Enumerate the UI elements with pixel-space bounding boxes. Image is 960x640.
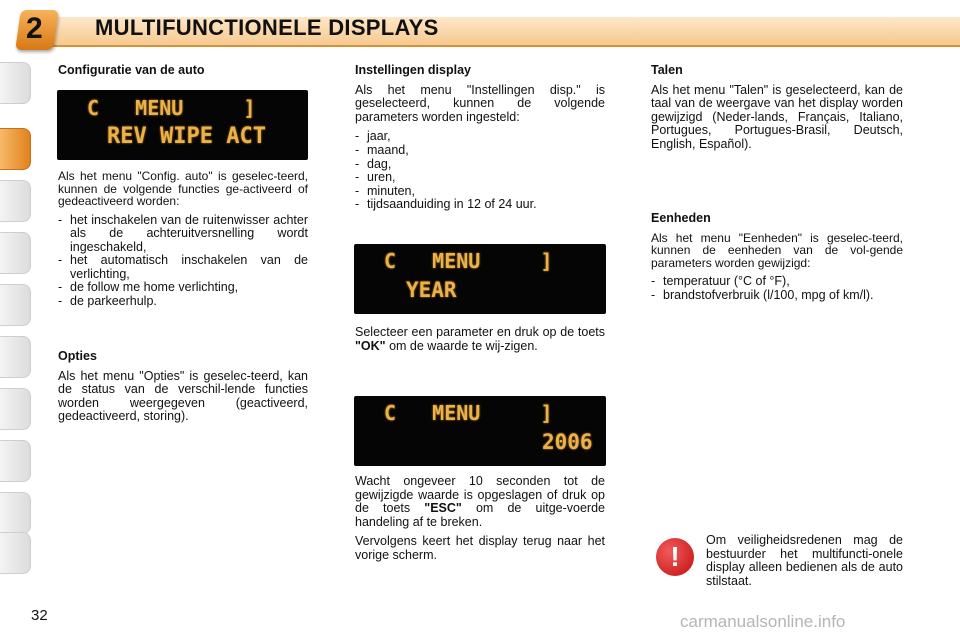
column-talen — [651, 64, 903, 158]
lcd-2006 — [354, 396, 606, 466]
chapter-tab-8[interactable] — [0, 440, 31, 482]
list-item: - uren, — [355, 171, 605, 185]
chapter-tab-3[interactable] — [0, 180, 31, 222]
list-item: - jaar, — [355, 130, 605, 144]
chapter-tabs — [0, 62, 32, 572]
chapter-tab-2[interactable] — [0, 128, 31, 170]
select-instruction — [355, 326, 605, 359]
chapter-tab-9[interactable] — [0, 492, 31, 534]
instellingen-list — [355, 130, 605, 212]
lcd-line-2: YEAR — [406, 278, 457, 302]
config-list — [58, 214, 308, 309]
page-header — [0, 0, 960, 48]
chapter-tab-5[interactable] — [0, 284, 31, 326]
chapter-tab-6[interactable] — [0, 336, 31, 378]
wait-text: Wacht ongeveer 10 seconden tot de gewijzigde waarde is opgeslagen of druk op de toets "ESC" om de uitge-voerde handeling af te breken. — [355, 474, 605, 529]
eenheden-section — [651, 212, 903, 308]
chapter-tab-7[interactable] — [0, 388, 31, 430]
chapter-tab-1[interactable] — [0, 62, 31, 104]
eenheden-text: Als het menu "Eenheden" is geselec-teerd, kunnen de eenheden van de vol-gende parameters worden gewijzigd: — [651, 230, 903, 270]
warning-note — [706, 534, 903, 594]
watermark: carmanualsonline.info — [680, 612, 846, 631]
lcd-line-1: C MENU ] — [87, 96, 256, 120]
column-instellingen — [355, 64, 605, 218]
lcd-line-2: REV WIPE ACT — [107, 124, 266, 149]
ok-key: "OK" — [355, 338, 386, 353]
chapter-number: 2 — [26, 12, 43, 45]
lcd-year — [354, 244, 606, 314]
list-item: - het automatisch inschakelen van de verlichting, — [58, 254, 308, 281]
heading-opties: Opties — [58, 349, 97, 363]
list-item: - de follow me home verlichting, — [58, 281, 308, 295]
lcd-config-menu — [57, 90, 308, 160]
list-item: - de parkeerhulp. — [58, 295, 308, 309]
eenheden-list — [651, 275, 903, 302]
list-item: - temperatuur (°C of °F), — [651, 275, 903, 289]
opties-section — [58, 350, 308, 430]
chapter-tab-10[interactable] — [0, 532, 31, 574]
esc-key: "ESC" — [424, 501, 462, 516]
list-item: - tijdsaanduiding in 12 of 24 uur. — [355, 198, 605, 212]
warning-text: Om veiligheidsredenen mag de bestuurder het multifuncti-onele display alleen bedienen als de auto stilstaat. — [706, 533, 903, 588]
lcd-line-2: 2006 — [542, 430, 593, 454]
instellingen-intro: Als het menu "Instellingen disp." is geselecteerd, kunnen de volgende parameters worden ingesteld: — [355, 82, 605, 124]
list-item: - minuten, — [355, 185, 605, 199]
heading-talen: Talen — [651, 63, 683, 77]
lcd-line-1: C MENU ] — [384, 401, 553, 425]
config-intro: Als het menu "Config. auto" is geselec-teerd, kunnen de volgende functies ge-activeerd of gedeactiveerd worden: — [58, 169, 308, 208]
wait-instruction — [355, 475, 605, 569]
talen-text: Als het menu "Talen" is geselecteerd, kan de taal van de weergave van het display worden gewijzigd (Neder-lands, Français, Italiano, Portugues, Portugues-Brasil, Deutsch, English, Español). — [651, 82, 903, 151]
heading-instellingen: Instellingen display — [355, 63, 471, 77]
list-item: - brandstofverbruik (l/100, mpg of km/l). — [651, 289, 903, 303]
heading-config: Configuratie van de auto — [58, 63, 205, 77]
page-number: 32 — [31, 607, 48, 624]
chapter-tab-4[interactable] — [0, 232, 31, 274]
heading-eenheden: Eenheden — [651, 211, 711, 225]
column-config — [58, 64, 308, 84]
list-item: - het inschakelen van de ruitenwisser achter als de achteruitversnelling wordt ingeschakeld, — [58, 214, 308, 255]
opties-text: Als het menu "Opties" is geselec-teerd, kan de status van de verschil-lende functies worden weergegeven (geactiveerd, gedeactiveerd, storing). — [58, 368, 308, 424]
config-body — [58, 170, 308, 315]
page-title: MULTIFUNCTIONELE DISPLAYS — [95, 15, 439, 40]
select-text: Selecteer een parameter en druk op de toets "OK" om de waarde te wij-zigen. — [355, 325, 605, 353]
list-item: - dag, — [355, 158, 605, 172]
lcd-line-1: C MENU ] — [384, 249, 553, 273]
back-text: Vervolgens keert het display terug naar het vorige scherm. — [355, 534, 605, 562]
list-item: - maand, — [355, 144, 605, 158]
exclamation-warning-icon: ! — [656, 538, 694, 576]
